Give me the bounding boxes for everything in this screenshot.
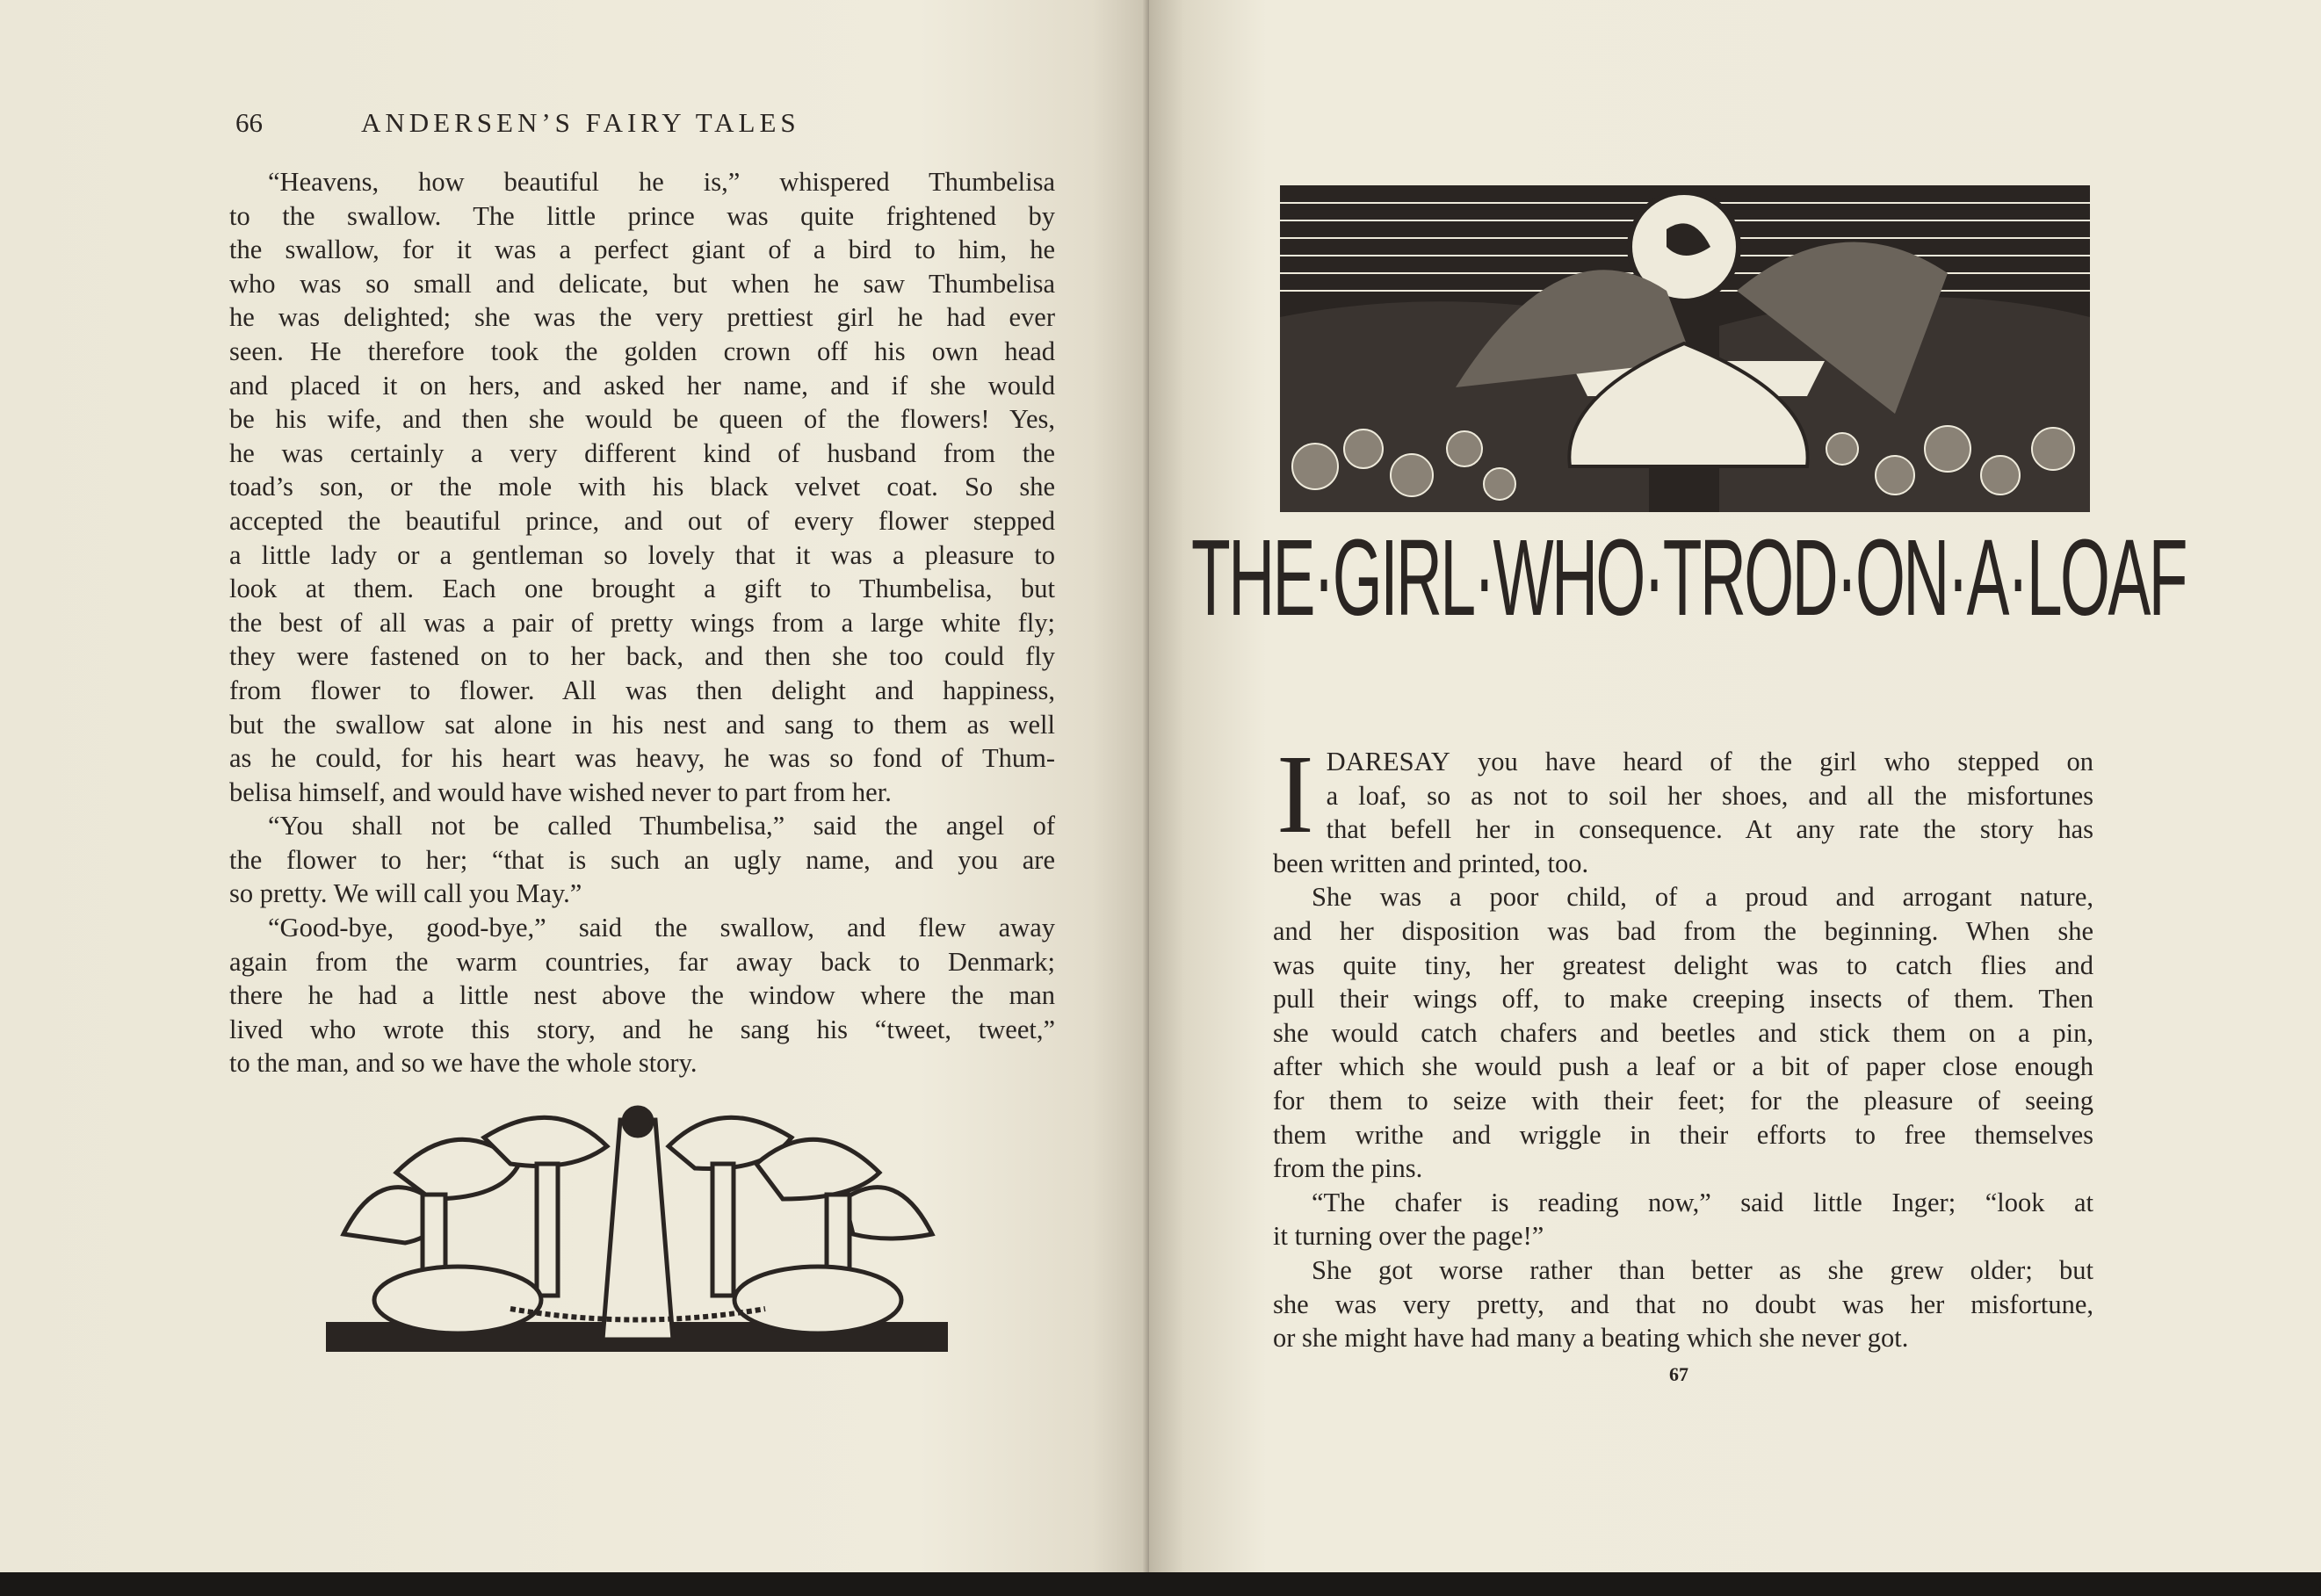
mushroom-mice-illustration xyxy=(326,1102,948,1352)
text-line: to the man, and so we have the whole story. xyxy=(229,1048,698,1079)
paragraph xyxy=(1273,1186,2093,1253)
text-line: “You shall not be called Thumbelisa,” said the angel of xyxy=(268,811,1055,841)
text-line: so pretty. We will call you May.” xyxy=(229,878,582,909)
text-line: “Good-bye, good-bye,” said the swallow, and flew away xyxy=(268,913,1055,943)
text-line: seen. He therefore took the golden crown off his own head xyxy=(229,336,1055,366)
story-title xyxy=(1191,516,2186,639)
text-line: “The chafer is reading now,” said little Inger; “look at xyxy=(1312,1187,2093,1217)
paragraph xyxy=(1273,880,2093,1185)
text-line-rest: you have heard of the girl who stepped on xyxy=(1450,747,2093,776)
text-line: it turning over the page!” xyxy=(1273,1221,1544,1252)
text-line: She was a poor child, of a proud and arrogant nature, xyxy=(1312,882,2093,913)
text-line: from the pins. xyxy=(1273,1153,1423,1184)
text-line: for them to seize with their feet; for the pleasure of seeing xyxy=(1273,1085,2093,1116)
text-line: to the swallow. The little prince was quite frightened by xyxy=(229,200,1055,231)
text-line: be his wife, and then she would be queen of the flowers! Yes, xyxy=(229,404,1055,435)
text-line: a little lady or a gentleman so lovely that it was a pleasure to xyxy=(229,539,1055,570)
text-line: from flower to flower. All was then delight and happiness, xyxy=(229,675,1055,705)
drop-cap: I xyxy=(1276,732,1314,856)
text-line: was quite tiny, her greatest delight was to catch flies and xyxy=(1273,950,2093,980)
text-line: the swallow, for it was a perfect giant of a bird to him, he xyxy=(229,235,1055,265)
paragraph xyxy=(1273,1253,2093,1355)
text-line: he was certainly a very different kind of husband from the xyxy=(229,437,1055,468)
text-line: been written and printed, too. xyxy=(1273,848,1589,878)
text-line: she was very pretty, and that no doubt was her misfortune, xyxy=(1273,1289,2093,1319)
text-line: accepted the beautiful prince, and out of every flower stepped xyxy=(229,505,1055,536)
text-line: “Heavens, how beautiful he is,” whispered Thumbelisa xyxy=(268,167,1055,197)
text-line: that befell her in consequence. At any rate the story has xyxy=(1326,814,2093,845)
paragraph xyxy=(1273,847,2093,881)
page-number-right: 67 xyxy=(1669,1363,1688,1385)
text-line: belisa himself, and would have wished never to part from her. xyxy=(229,776,892,807)
bird-headpiece-illustration xyxy=(1280,185,2090,512)
text-line: a loaf, so as not to soil her shoes, and all the misfortunes xyxy=(1326,780,2093,811)
text-line: lived who wrote this story, and he sang his “tweet, tweet,” xyxy=(229,1014,1055,1044)
paragraph xyxy=(229,809,1055,911)
left-page-text xyxy=(229,165,1055,1080)
text-line: he was delighted; she was the very prettiest girl he had ever xyxy=(229,302,1055,333)
text-line: they were fastened on to her back, and then she too could fly xyxy=(229,641,1055,672)
text-line: again from the warm countries, far away back to Denmark; xyxy=(229,946,1055,977)
text-line: after which she would push a leaf or a bit of paper close enough xyxy=(1273,1051,2093,1082)
text-line: She got worse rather than better as she grew older; but xyxy=(1312,1254,2093,1285)
story-title-text: THE·GIRL·WHO·TROD·ON·A·LOAF xyxy=(1191,516,2186,639)
text-line xyxy=(1327,745,2093,779)
text-line: the best of all was a pair of pretty wings from a large white fly; xyxy=(229,607,1055,638)
text-line: or she might have had many a beating which she never got. xyxy=(1273,1323,1909,1354)
paragraph xyxy=(229,911,1055,1080)
text-line: she would catch chafers and beetles and stick them on a pin, xyxy=(1273,1017,2093,1048)
opening-caps: DARESAY xyxy=(1326,747,1450,776)
running-title: ANDERSEN’S FAIRY TALES xyxy=(361,107,800,138)
text-line: but the swallow sat alone in his nest and sang to them as well xyxy=(229,709,1055,740)
opening-paragraph xyxy=(1273,732,2093,856)
scan-edge xyxy=(0,1572,2321,1596)
text-line: who was so small and delicate, but when he saw Thumbelisa xyxy=(229,268,1055,299)
text-line: there he had a little nest above the window where the man xyxy=(229,980,1055,1011)
text-line: look at them. Each one brought a gift to Thumbelisa, but xyxy=(229,574,1055,604)
paragraph xyxy=(229,165,1055,809)
text-line: and placed it on hers, and asked her name, and if she would xyxy=(229,370,1055,401)
page-number-left: 66 xyxy=(235,107,263,138)
right-page-text xyxy=(1273,732,2093,1355)
text-line: pull their wings off, to make creeping insects of them. Then xyxy=(1273,984,2093,1015)
text-line: the flower to her; “that is such an ugly name, and you are xyxy=(229,844,1055,875)
text-line: and her disposition was bad from the beginning. When she xyxy=(1273,915,2093,946)
text-line: them writhe and wriggle in their efforts to free themselves xyxy=(1273,1119,2093,1150)
text-line: toad’s son, or the mole with his black velvet coat. So she xyxy=(229,472,1055,502)
left-page xyxy=(0,0,1149,1572)
text-line: as he could, for his heart was heavy, he was so fond of Thum- xyxy=(229,743,1055,774)
